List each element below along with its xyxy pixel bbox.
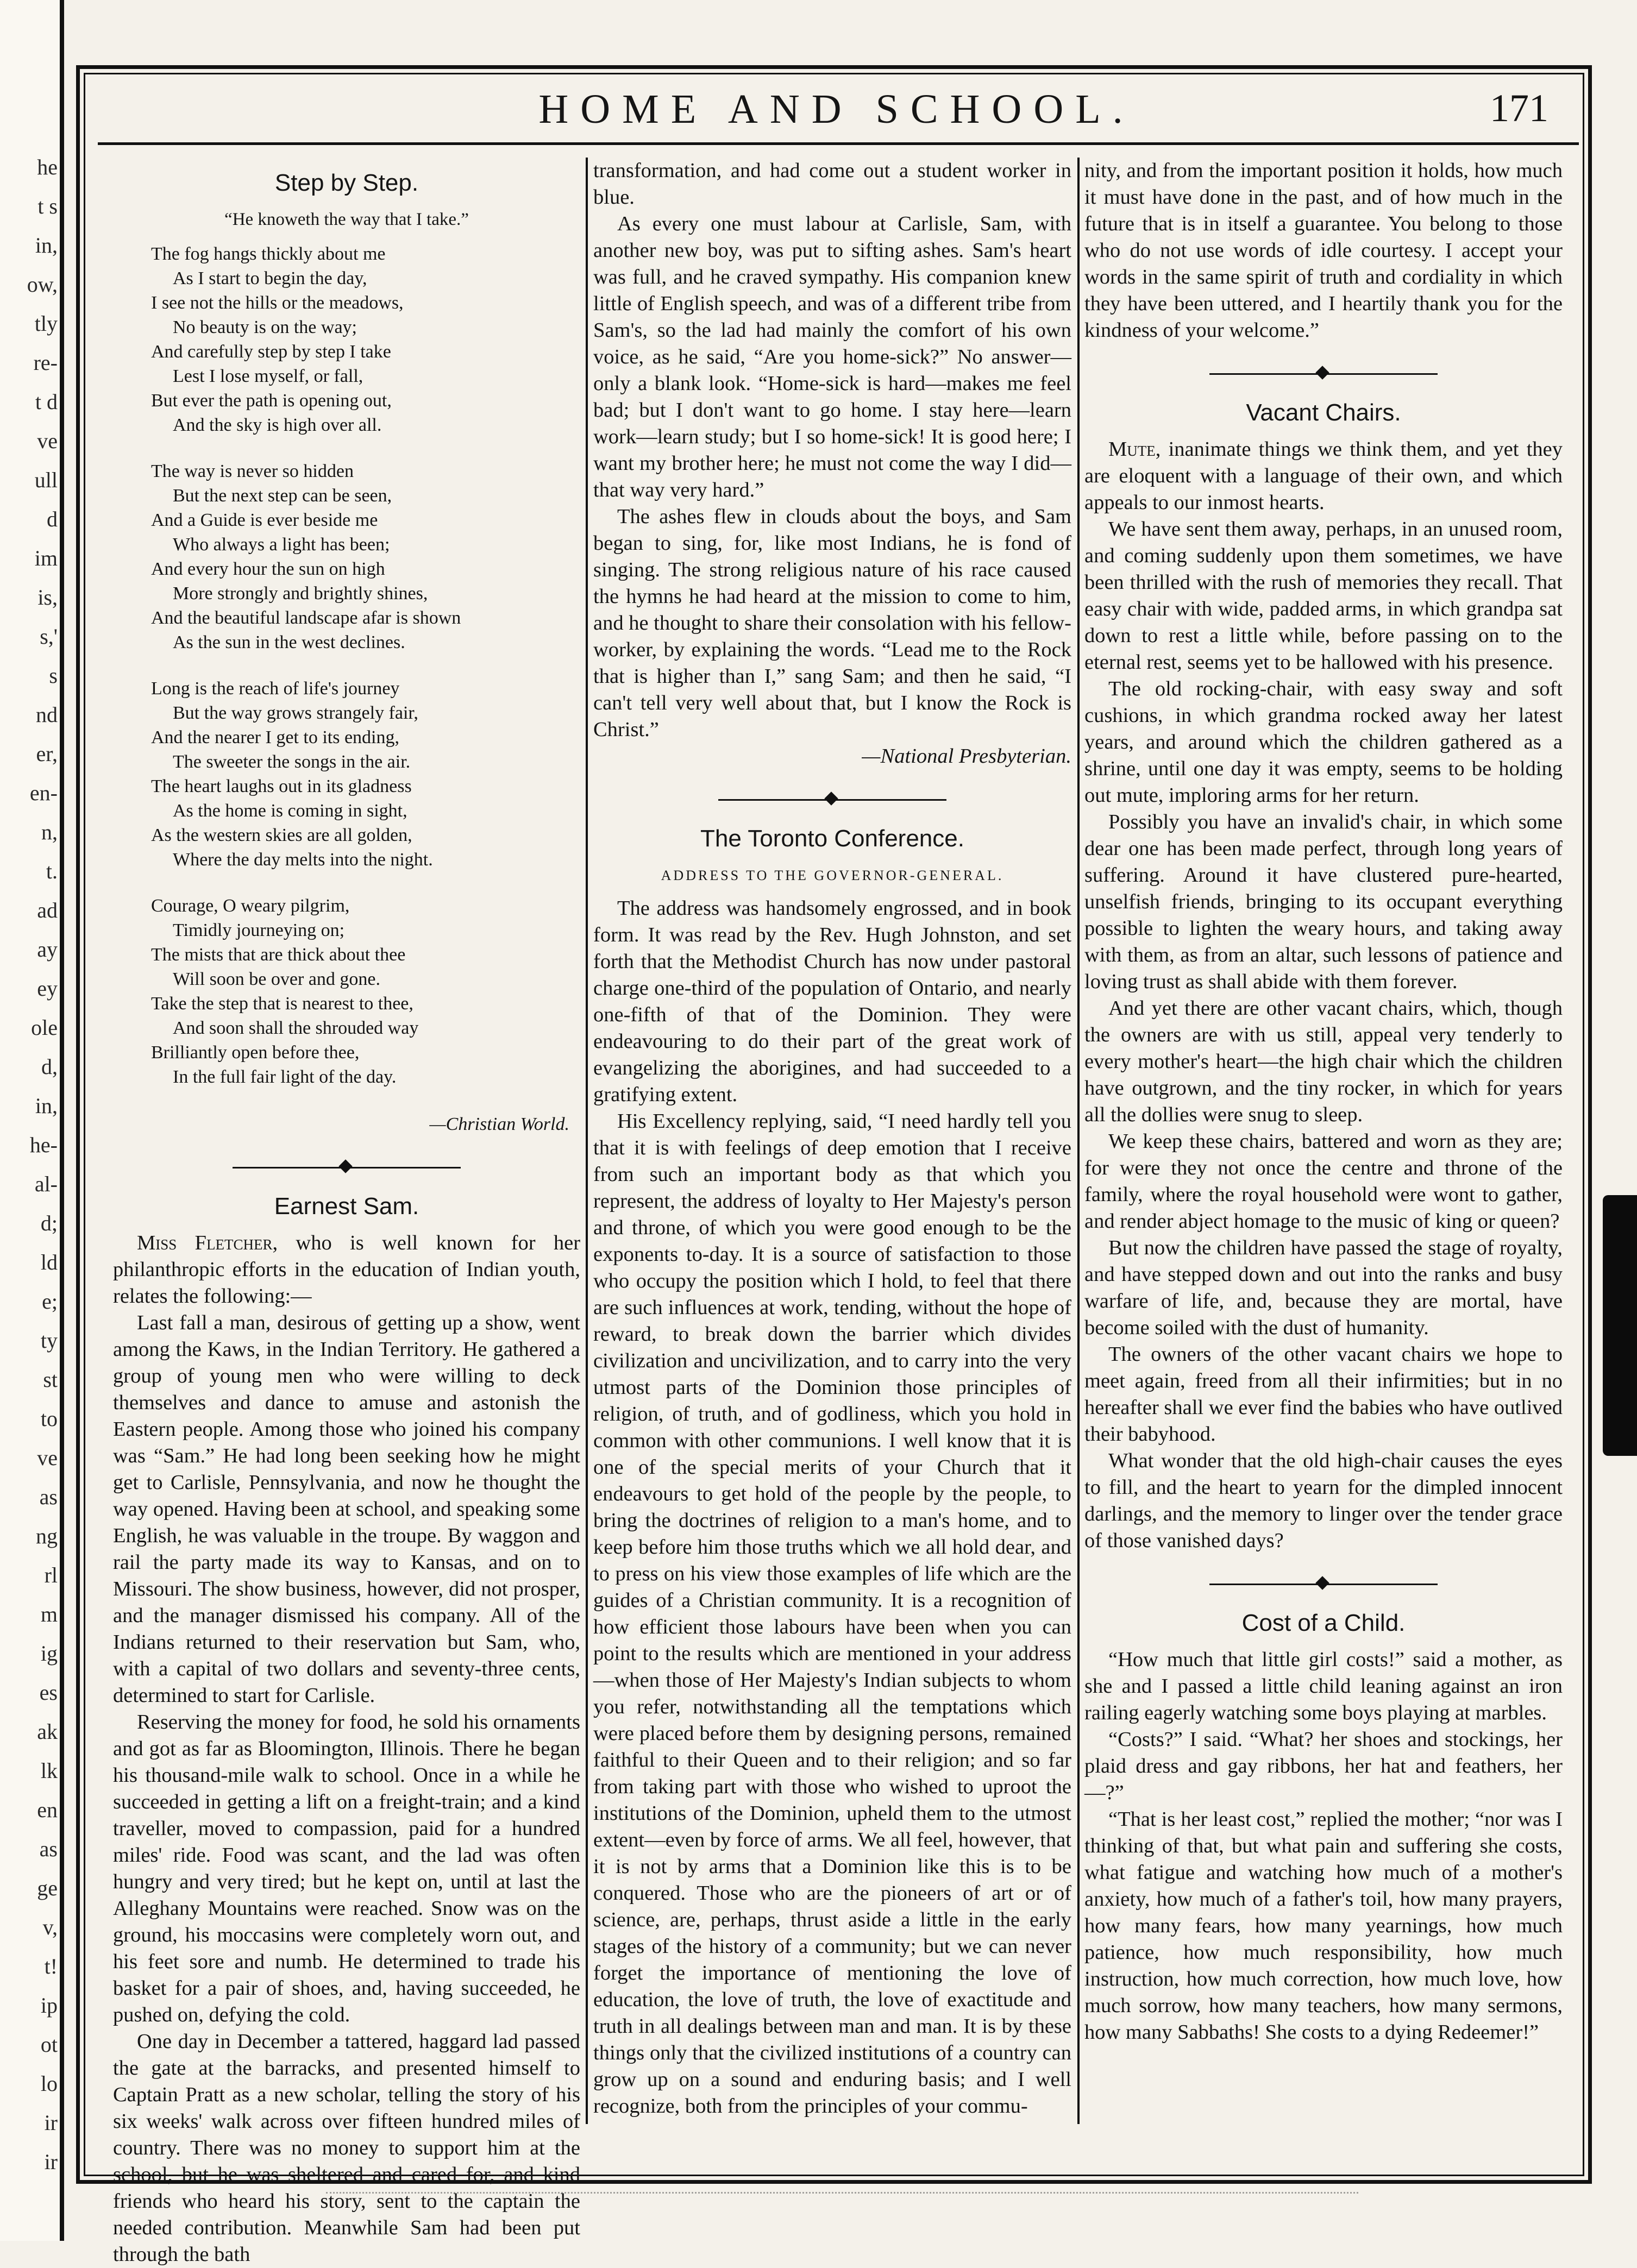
binding-fragment: he-	[29, 1133, 58, 1157]
continued-paragraph: transformation, and had come out a student worker in blue.	[593, 159, 1071, 209]
binding-fragment: as	[39, 1837, 58, 1861]
page-number: 171	[1490, 86, 1548, 130]
poem-line: I see not the hills or the meadows,	[151, 293, 404, 313]
binding-fragment: ay	[37, 937, 58, 962]
binding-fragment: t s	[37, 194, 58, 218]
section-separator	[1209, 360, 1438, 387]
continued-paragraph: nity, and from the important position it holds, how much it must have done in the past, and of how much in the future that is in itself a guarantee. You belong to those who do not use words of idle courtesy. I accept your words in the same spirit of truth and cordiality in which they have been uttered, and I heartily thank you for the kindness of your welcome.”	[1084, 159, 1563, 342]
continued-paragraph: As every one must labour at Carlisle, Sam, with another new boy, was put to sifting ashes. Sam's heart was full, and he craved sympathy. His companion knew little of English speech, and was of a different tribe from Sam's, so the lad had mainly the comfort of his own voice, as he said, “Are you home-sick?” No answer—only a blank look. “Home-sick is hard—makes me feel bad; but I don't want to go home. I stay here—learn work—learn study; but I so home-sick! It is good here; I want my brother here; he must not come the way I did—that way very hard.”	[593, 212, 1071, 501]
poem-line: And a Guide is ever beside me	[151, 510, 378, 530]
masthead-title: HOME AND SCHOOL.	[538, 86, 1135, 132]
poem-line: As the home is coming in sight,	[173, 801, 407, 821]
poem-line: And the nearer I get to its ending,	[151, 727, 399, 747]
binding-fragment: s	[49, 663, 58, 688]
article-paragraph: “That is her least cost,” replied the mother; “nor was I thinking of that, but what pain and suffering she costs, what fatigue and watching how much of a mother's anxiety, how much of a father's toil, how many prayers, how many fears, how many yearnings, how much patience, how much responsibility, how much instruction, how much correction, how much love, how much sorrow, how many teachers, how many sermons, how many Sabbaths! She costs to a dying Redeemer!”	[1084, 1808, 1563, 2044]
poem-stanza	[151, 459, 580, 655]
poem-line: Timidly journeying on;	[173, 920, 345, 940]
poem-line: Courage, O weary pilgrim,	[151, 896, 350, 916]
binding-fragment: d;	[40, 1211, 58, 1235]
article-paragraph: And yet there are other vacant chairs, which, though the owners are with us still, appeal very tenderly to every mother's heart—the high chair which the children have outgrown, and the tiny rocker, in which for years all the dollies were snug to sleep.	[1084, 997, 1563, 1126]
binding-fragment: ve	[37, 1446, 58, 1470]
binding-fragment: ip	[40, 1993, 58, 2018]
article-paragraph: Mute, inanimate things we think them, and yet they are eloquent with a language of their own, and which appeals to our inmost hearts.	[1084, 438, 1563, 514]
binding-fragment: ig	[40, 1641, 58, 1666]
poem-line: The heart laughs out in its gladness	[151, 776, 412, 796]
binding-fragment: re-	[33, 350, 58, 375]
left-binding-margin	[0, 0, 64, 2241]
binding-fragment: t d	[35, 389, 58, 414]
continued-paragraph: The ashes flew in clouds about the boys, and Sam began to sing, for, like most Indians, he is fond of singing. The strong religious nature of his race caused the hymns he had heard at the mission to come to him, and he thought to share their consolation with his fellow-worker, by explaining the words. “Lead me to the Rock that is higher than I,” sang Sam; and then he said, “I can't tell very well about that, but I know the Rock is Christ.”	[593, 505, 1071, 741]
article-paragraph: His Excellency replying, said, “I need hardly tell you that it is with feelings of deep emotion that I receive from such an important body as that which you represent, the address of loyalty to Her Majesty's person and throne, of which you were good enough to be the exponents to-day. It is a source of satisfaction to those who occupy the position which I hold, to feel that there are such influences at work, tending, without the hope of reward, to break down the barrier which divides civilization and uncivilization, and to carry into the very utmost parts of the Dominion those principles of religion, of truth, and of godliness, which you hold in common with other communions. I well know that it is one of the special merits of your Church that it endeavours to get hold of the people by the people, to bring the doctrines of religion to a man's home, and to keep before him those truths which we all hold dear, and to press on his view those examples of life which are the guides of a Christian community. It is a recognition of how efficient those labours have been when you can point to the results which are mentioned in your address—when those of Her Majesty's Indian subjects to whom you refer, notwithstanding all the temptations which were placed before them by designing persons, remained faithful to their Queen and to their religion; and so far from taking part with those who wished to uproot the institutions of the Dominion, upheld them to the utmost extent—even by force of arms. We all feel, however, that it is not by arms that a Dominion like this is to be conquered. Those who are the pioneers of art or of science, are, perhaps, thrust aside a little in the early stages of the history of a community; but we can never forget the importance of mentioning the love of education, the love of truth, the love of exactitude and truth in all dealings between man and man. It is by these things only that the civilized institutions of a country can grow up on a sound and enduring basis; and I well recognize, both from the principles of your commu-	[593, 1110, 1071, 2118]
binding-fragment: st	[43, 1367, 58, 1392]
poem-line: The fog hangs thickly about me	[151, 244, 386, 264]
poem-line: But the way grows strangely fair,	[173, 703, 418, 723]
column-divider	[586, 158, 588, 2124]
article-paragraph: What wonder that the old high-chair causes the eyes to fill, and the heart to yearn for the dimpled innocent darlings, and the memory to linger over the tender grace of those vanished days?	[1084, 1449, 1563, 1552]
article-paragraph: “How much that little girl costs!” said a mother, as she and I passed a little child leaning against an iron railing eagerly watching some boys playing at marbles.	[1084, 1648, 1563, 1724]
poem-credit: —Christian World.	[429, 1114, 569, 1134]
poem-line: As the sun in the west declines.	[173, 632, 405, 652]
binding-fragment: es	[39, 1680, 58, 1705]
binding-fragment: d	[47, 507, 58, 531]
poem-line: Take the step that is nearest to thee,	[151, 994, 413, 1014]
article-subtitle: ADDRESS TO THE GOVERNOR-GENERAL.	[661, 868, 1004, 883]
binding-fragment: ty	[40, 1328, 58, 1353]
poem-stanza	[151, 676, 580, 872]
binding-fragment: ir	[44, 2110, 58, 2135]
binding-fragment: in,	[35, 233, 58, 257]
binding-fragment: is,	[37, 585, 58, 610]
article-paragraph: The old rocking-chair, with easy sway and soft cushions, in which grandma rocked away her latest years, and around which the children gathered as a shrine, until one day it was empty, seems to be holding out mute, imploring arms for her return.	[1084, 677, 1563, 807]
poem-line: Will soon be over and gone.	[173, 969, 380, 989]
binding-fragment: n,	[41, 820, 58, 844]
binding-fragment: as	[39, 1485, 58, 1509]
masthead-rule	[98, 142, 1579, 145]
poem-line: Long is the reach of life's journey	[151, 678, 400, 699]
article-paragraph: “Costs?” I said. “What? her shoes and stockings, her plaid dress and gay ribbons, her hat and feathers, her—?”	[1084, 1728, 1563, 1804]
article-paragraph: Possibly you have an invalid's chair, in which some dear one has been made perfect, through long years of suffering. Around it have clustered pure-hearted, unselfish friends, bringing to its occupant everything possible to lighten the weary hours, and taking away with them, as from an altar, such lessons of patience and loving trust as shall abide with them forever.	[1084, 811, 1563, 993]
binding-fragment: m	[40, 1602, 58, 1626]
article-title: Vacant Chairs.	[1246, 399, 1401, 426]
article-paragraph: One day in December a tattered, haggard lad passed the gate at the barracks, and presented himself to Captain Pratt as a new scholar, telling the story of his six weeks' walk across over fifteen hundred miles of country. There was no money to support him at the school, but he was sheltered and cared for, and kind friends who heard his story, sent to the captain the needed contribution. Meanwhile Sam had been put through the bath	[113, 2030, 580, 2266]
binding-fragment: ak	[37, 1719, 58, 1744]
article-title: Cost of a Child.	[1241, 1610, 1406, 1636]
binding-fragment: ge	[37, 1876, 58, 1900]
section-separator	[233, 1154, 461, 1181]
article-paragraph: Last fall a man, desirous of getting up a show, went among the Kaws, in the Indian Territory. He gathered a group of young men who were willing to deck themselves and dance to amuse and astonish the Eastern people. Among those who joined his company was “Sam.” He had long been seeking how he might get to Carlisle, Pennsylvania, and now he thought the way opened. Having been at school, and speaking some English, he was valuable in the troupe. By waggon and rail the party made its way to Kansas, and on to Missouri. The show business, however, did not prosper, and the manager dismissed his company. All of the Indians returned to their reservation but Sam, who, with a capital of two dollars and seventy-three cents, determined to start for Carlisle.	[113, 1311, 580, 1707]
binding-fragment: ng	[36, 1524, 58, 1548]
poem-line: Who always a light has been;	[173, 535, 390, 555]
poem-line: But the next step can be seen,	[173, 486, 392, 506]
binding-fragment: ad	[37, 898, 58, 922]
binding-fragment: v,	[42, 1915, 58, 1939]
binding-fragment: ey	[37, 976, 58, 1001]
article-paragraph: The owners of the other vacant chairs we hope to meet again, freed from all their infirmities; but in no hereafter shall we ever find the babies who have outlived their babyhood.	[1084, 1343, 1563, 1446]
poem-line: Where the day melts into the night.	[173, 850, 433, 870]
column-3	[1084, 158, 1563, 2146]
binding-fragment: lo	[40, 2071, 58, 2096]
binding-fragment: t.	[46, 859, 58, 883]
article-paragraph: Reserving the money for food, he sold his ornaments and got as far as Bloomington, Illinois. There he began his thousand-mile walk to school. Once in a while he succeeded in getting a lift on a freight-train; and a kind traveller, moved to compassion, paid for a hundred miles' ride. Food was scant, and the lad was often hungry and very tired; but he kept on, until at last the Alleghany Mountains were reached. Snow was on the ground, his moccasins were completely worn out, and his feet sore and numb. He determined to trade his basket for a pair of shoes, and, having succeeded, he pushed on, defying the cold.	[113, 1711, 580, 2026]
poem-line: As the western skies are all golden,	[151, 825, 412, 845]
article-paragraph: We keep these chairs, battered and worn as they are; for were they not once the centre and throne of the family, where the royal household were wont to gather, and render abject homage to the music of king or queen?	[1084, 1130, 1563, 1233]
binding-fragment: e;	[42, 1289, 58, 1314]
article-paragraph: The address was handsomely engrossed, and in book form. It was read by the Rev. Hugh Johnston, and set forth that the Methodist Church has now under pastoral charge one-third of the population of Ontario, and nearly one-fifth of that of the Dominion. They were endeavouring to do their part of the great work of evangelizing the aborigines, and had succeeded to a gratifying extent.	[593, 897, 1071, 1106]
binding-fragment: ir	[44, 2150, 58, 2174]
poem-title: Step by Step.	[274, 169, 419, 196]
page-edge-tab	[1603, 1195, 1637, 1456]
poem-line: The mists that are thick about thee	[151, 945, 406, 965]
bottom-print-smudge	[326, 2192, 1358, 2201]
article-paragraph: We have sent them away, perhaps, in an unused room, and coming suddenly upon them sometimes, we have been thrilled with the rush of memories they recall. That easy chair with wide, padded arms, in which grandpa sat down to rest a little while, before passing on to the eternal rest, seems yet to be hallowed with his presence.	[1084, 518, 1563, 674]
binding-fragment: in,	[35, 1094, 58, 1118]
poem-line: In the full fair light of the day.	[173, 1067, 397, 1087]
masthead	[87, 81, 1586, 141]
binding-fragment: en	[37, 1798, 58, 1822]
section-separator	[1209, 1570, 1438, 1598]
poem-line: Lest I lose myself, or fall,	[173, 366, 363, 386]
binding-fragment: ull	[34, 468, 58, 492]
lead-word: Mute,	[1108, 438, 1161, 461]
binding-fragment: lk	[40, 1758, 58, 1783]
column-2	[593, 158, 1071, 2146]
binding-fragment: tly	[34, 311, 58, 336]
binding-fragment: ld	[40, 1250, 58, 1274]
binding-fragment: ow,	[27, 272, 58, 297]
binding-fragment: he	[37, 155, 58, 179]
binding-fragment: al-	[34, 1172, 58, 1196]
poem-line: More strongly and brightly shines,	[173, 583, 428, 604]
binding-fragment: en-	[29, 781, 58, 805]
column-divider	[1077, 158, 1080, 2124]
poem-line: And soon shall the shrouded way	[173, 1018, 419, 1038]
article-paragraph: But now the children have passed the stage of royalty, and have stepped down and out into the ranks and busy warfare of life, and, because they are mortal, have become soiled with the dust of humanity.	[1084, 1236, 1563, 1339]
poem-epigraph: “He knoweth the way that I take.”	[224, 210, 469, 229]
binding-fragment: s,'	[40, 624, 58, 649]
poem-line: The sweeter the songs in the air.	[173, 752, 411, 772]
poem-stanza	[151, 894, 580, 1089]
lead-word: Miss Fletcher,	[137, 1232, 278, 1254]
article-title: The Toronto Conference.	[700, 825, 964, 852]
binding-fragment: ole	[31, 1015, 58, 1040]
binding-fragment: er,	[36, 742, 58, 766]
binding-fragment: ve	[37, 429, 58, 453]
poem-line: But ever the path is opening out,	[151, 391, 392, 411]
binding-fragment: t!	[44, 1954, 58, 1978]
poem-line: And every hour the sun on high	[151, 559, 385, 579]
article-paragraph: Miss Fletcher, who is well known for her philanthropic efforts in the education of Indian youth, relates the following:—	[113, 1232, 581, 1308]
article-title: Earnest Sam.	[274, 1193, 419, 1220]
poem-line: Brilliantly open before thee,	[151, 1042, 360, 1063]
column-1	[113, 158, 581, 2266]
poem-line: No beauty is on the way;	[173, 317, 357, 337]
poem-line: And the beautiful landscape afar is shown	[151, 608, 461, 628]
binding-fragment: d,	[41, 1054, 58, 1079]
poem-line: The way is never so hidden	[151, 461, 354, 481]
binding-fragment: rl	[44, 1563, 58, 1587]
binding-fragment: nd	[36, 702, 58, 727]
poem-body	[151, 242, 580, 1089]
section-separator	[718, 786, 946, 813]
binding-fragment: to	[40, 1406, 58, 1431]
binding-fragment: im	[34, 546, 58, 570]
poem-line: And carefully step by step I take	[151, 342, 391, 362]
poem-stanza	[151, 242, 580, 437]
article-credit: —National Presbyterian.	[862, 745, 1071, 768]
binding-fragment: ot	[40, 2032, 58, 2057]
poem-line: And the sky is high over all.	[173, 415, 382, 435]
poem-line: As I start to begin the day,	[173, 268, 367, 288]
